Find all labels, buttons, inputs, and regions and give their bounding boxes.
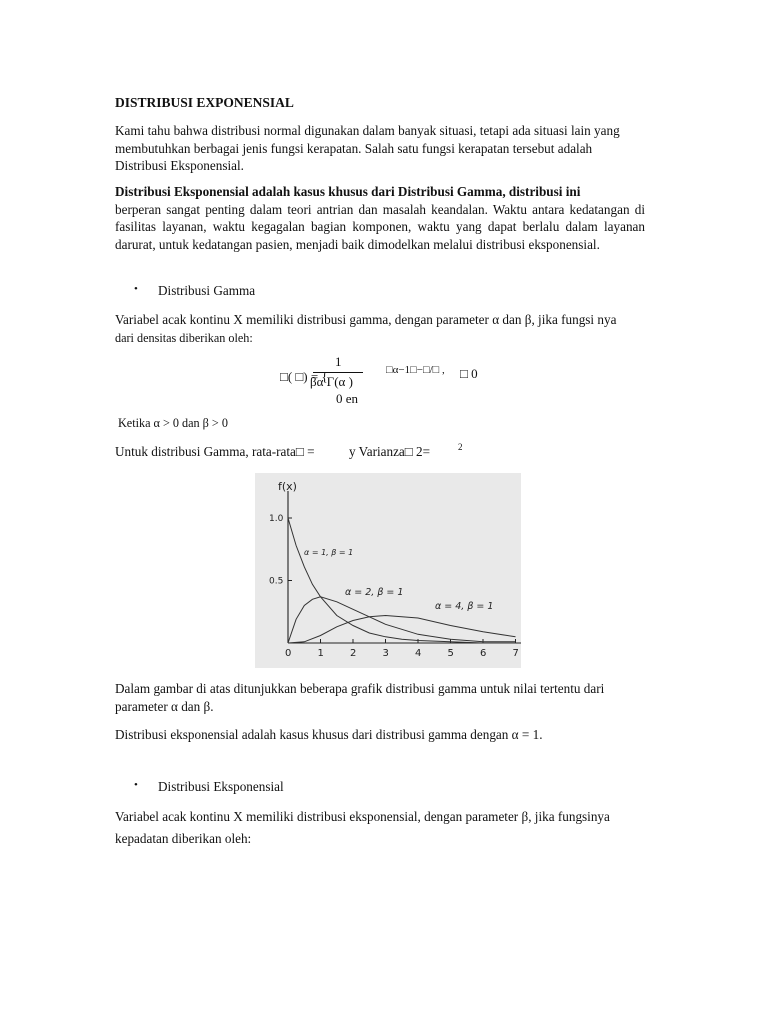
formula-fraction-bar bbox=[313, 372, 363, 373]
formula-lhs: □( □) = { bbox=[280, 369, 328, 384]
formula-condition: □ 0 bbox=[460, 366, 478, 381]
gamma-definition-line1: Variabel acak kontinu X memiliki distribusi gamma, dengan parameter α dan β, jika fungsi nya bbox=[115, 312, 617, 327]
x-tick-label: 1 bbox=[317, 648, 324, 659]
variance-superscript: 2 bbox=[458, 442, 463, 452]
curve-annotation-3: α = 4, β = 1 bbox=[435, 601, 494, 612]
intro-paragraph: Kami tahu bahwa distribusi normal digunakan dalam banyak situasi, tetapi ada situasi lain yang membutuhkan berbagai jenis fungsi kerapatan. Salah satu fungsi kerapatan tersebut adalah Distribusi Eksponensial. bbox=[115, 123, 620, 174]
bullet-gamma-label: Distribusi Gamma bbox=[158, 283, 256, 298]
series-line-1 bbox=[288, 518, 516, 643]
bullet-exponential-label: Distribusi Eksponensial bbox=[158, 779, 284, 794]
chart-svg bbox=[255, 473, 521, 668]
x-tick-label: 0 bbox=[285, 648, 292, 659]
formula-zero-row: 0 en bbox=[336, 391, 359, 406]
y-tick-label: 0.5 bbox=[269, 576, 284, 587]
definition-rest: berperan sangat penting dalam teori antrian dan masalah keandalan. Waktu antara kedatangan di fasilitas layanan, waktu kegagalan bagian komponen, waktu yang dapat berlalu dalam layanan darurat, untuk kedatangan pasien, menjadi baik dimodelkan melalui distribusi eksponensial. bbox=[115, 201, 645, 252]
curve-annotation-1: α = 1, β = 1 bbox=[304, 548, 354, 557]
y-axis-label: f(x) bbox=[278, 480, 297, 493]
gamma-pdf-formula bbox=[280, 354, 540, 410]
definition-paragraph bbox=[115, 183, 645, 253]
gamma-definition-paragraph bbox=[115, 311, 645, 347]
gamma-definition-line2: dari densitas diberikan oleh: bbox=[115, 330, 253, 345]
curve-annotation-2: α = 2, β = 1 bbox=[345, 587, 404, 598]
x-tick-label: 7 bbox=[512, 648, 519, 659]
exponential-definition-paragraph: Variabel acak kontinu X memiliki distribusi eksponensial, dengan parameter β, jika fungsinya kepadatan diberikan oleh: bbox=[115, 809, 610, 846]
x-tick-label: 3 bbox=[382, 648, 389, 659]
bullet-dot: • bbox=[134, 779, 138, 791]
x-tick-label: 6 bbox=[480, 648, 487, 659]
figure-caption-paragraph: Dalam gambar di atas ditunjukkan beberapa grafik distribusi gamma untuk nilai tertentu dari parameter α dan β. bbox=[115, 681, 605, 714]
mean-text: Untuk distribusi Gamma, rata-rata□ = bbox=[115, 444, 315, 459]
document-title: DISTRIBUSI EXPONENSIAL bbox=[115, 95, 294, 110]
formula-exponent: □α−1□−□/□ , bbox=[386, 364, 445, 376]
parameter-condition-note: Ketika α > 0 dan β > 0 bbox=[118, 416, 228, 430]
gamma-distribution-chart bbox=[255, 473, 521, 668]
variance-text: y Varianza□ 2= bbox=[349, 444, 431, 459]
special-case-paragraph: Distribusi eksponensial adalah kasus khusus dari distribusi gamma dengan α = 1. bbox=[115, 727, 543, 742]
y-tick-label: 1.0 bbox=[269, 514, 284, 524]
formula-numerator: 1 bbox=[335, 354, 342, 369]
definition-bold-sentence: Distribusi Eksponensial adalah kasus khusus dari Distribusi Gamma, distribusi ini bbox=[115, 184, 581, 199]
formula-denominator: βα Γ(α ) bbox=[310, 374, 353, 389]
bullet-dot: • bbox=[134, 283, 138, 295]
x-tick-label: 4 bbox=[415, 648, 422, 659]
x-tick-label: 2 bbox=[350, 648, 357, 659]
x-tick-label: 5 bbox=[447, 648, 454, 659]
mean-variance-line bbox=[115, 444, 515, 464]
